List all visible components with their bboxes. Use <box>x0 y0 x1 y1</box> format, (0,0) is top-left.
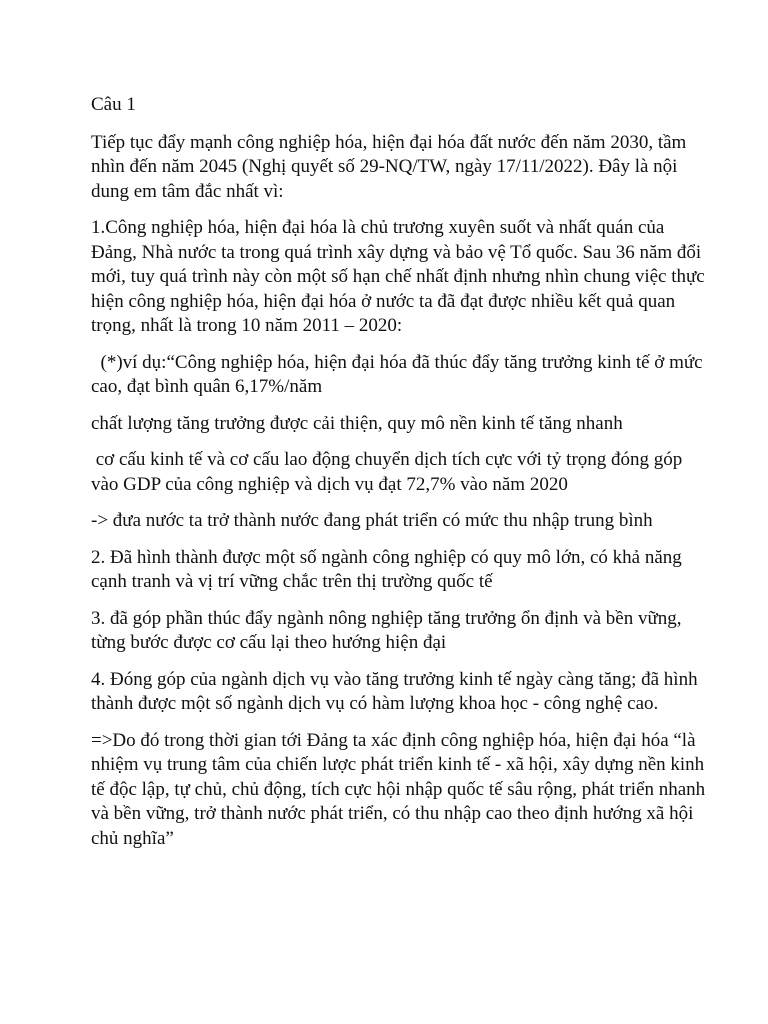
growth-quality-paragraph: chất lượng tăng trưởng được cải thiện, quy mô nền kinh tế tăng nhanh <box>91 412 623 434</box>
example-paragraph: (*)ví dụ:“Công nghiệp hóa, hiện đại hóa đã thúc đẩy tăng trưởng kinh tế ở mức cao, đạt bình quân 6,17%/năm <box>91 351 708 397</box>
point-3-paragraph: 3. đã góp phần thúc đẩy ngành nông nghiệp tăng trưởng ổn định và bền vững, từng bước được cơ cấu lại theo hướng hiện đại <box>91 607 687 653</box>
conclusion-paragraph: =>Do đó trong thời gian tới Đảng ta xác định công nghiệp hóa, hiện đại hóa “là nhiệm vụ trung tâm của chiến lược phát triển kinh tế - xã hội, xây dựng nền kinh tế độc lập, tự chủ, chủ động, tích cực hội nhập quốc tế sâu rộng, phát triển nhanh và bền vững, trở thành nước phát triển, có thu nhập cao theo định hướng xã hội chủ nghĩa” <box>91 729 710 849</box>
question-heading: Câu 1 <box>91 94 136 115</box>
structure-shift-paragraph: cơ cấu kinh tế và cơ cấu lao động chuyển dịch tích cực với tỷ trọng đóng góp vào GDP của công nghiệp và dịch vụ đạt 72,7% vào năm 2020 <box>91 449 688 495</box>
intro-paragraph: Tiếp tục đẩy mạnh công nghiệp hóa, hiện đại hóa đất nước đến năm 2030, tầm nhìn đến năm 2045 (Nghị quyết số 29-NQ/TW, ngày 17/11/2022). Đây là nội dung em tâm đắc nhất vì: <box>91 131 692 202</box>
income-result-paragraph: -> đưa nước ta trở thành nước đang phát triển có mức thu nhập trung bình <box>91 510 653 531</box>
point-1-paragraph: 1.Công nghiệp hóa, hiện đại hóa là chủ trương xuyên suốt và nhất quán của Đảng, Nhà nước ta trong quá trình xây dựng và bảo vệ Tổ quốc. Sau 36 năm đổi mới, tuy quá trình này còn một số hạn chế nhất định nhưng nhìn chung việc thực hiện công nghiệp hóa, hiện đại hóa ở nước ta đã đạt được nhiều kết quả quan trọng, nhất là trong 10 năm 2011 – 2020: <box>91 217 710 336</box>
point-2-paragraph: 2. Đã hình thành được một số ngành công nghiệp có quy mô lớn, có khả năng cạnh tranh và vị trí vững chắc trên thị trường quốc tế <box>91 546 687 592</box>
point-4-paragraph: 4. Đóng góp của ngành dịch vụ vào tăng trưởng kinh tế ngày càng tăng; đã hình thành được một số ngành dịch vụ có hàm lượng khoa học - công nghệ cao. <box>91 668 703 714</box>
